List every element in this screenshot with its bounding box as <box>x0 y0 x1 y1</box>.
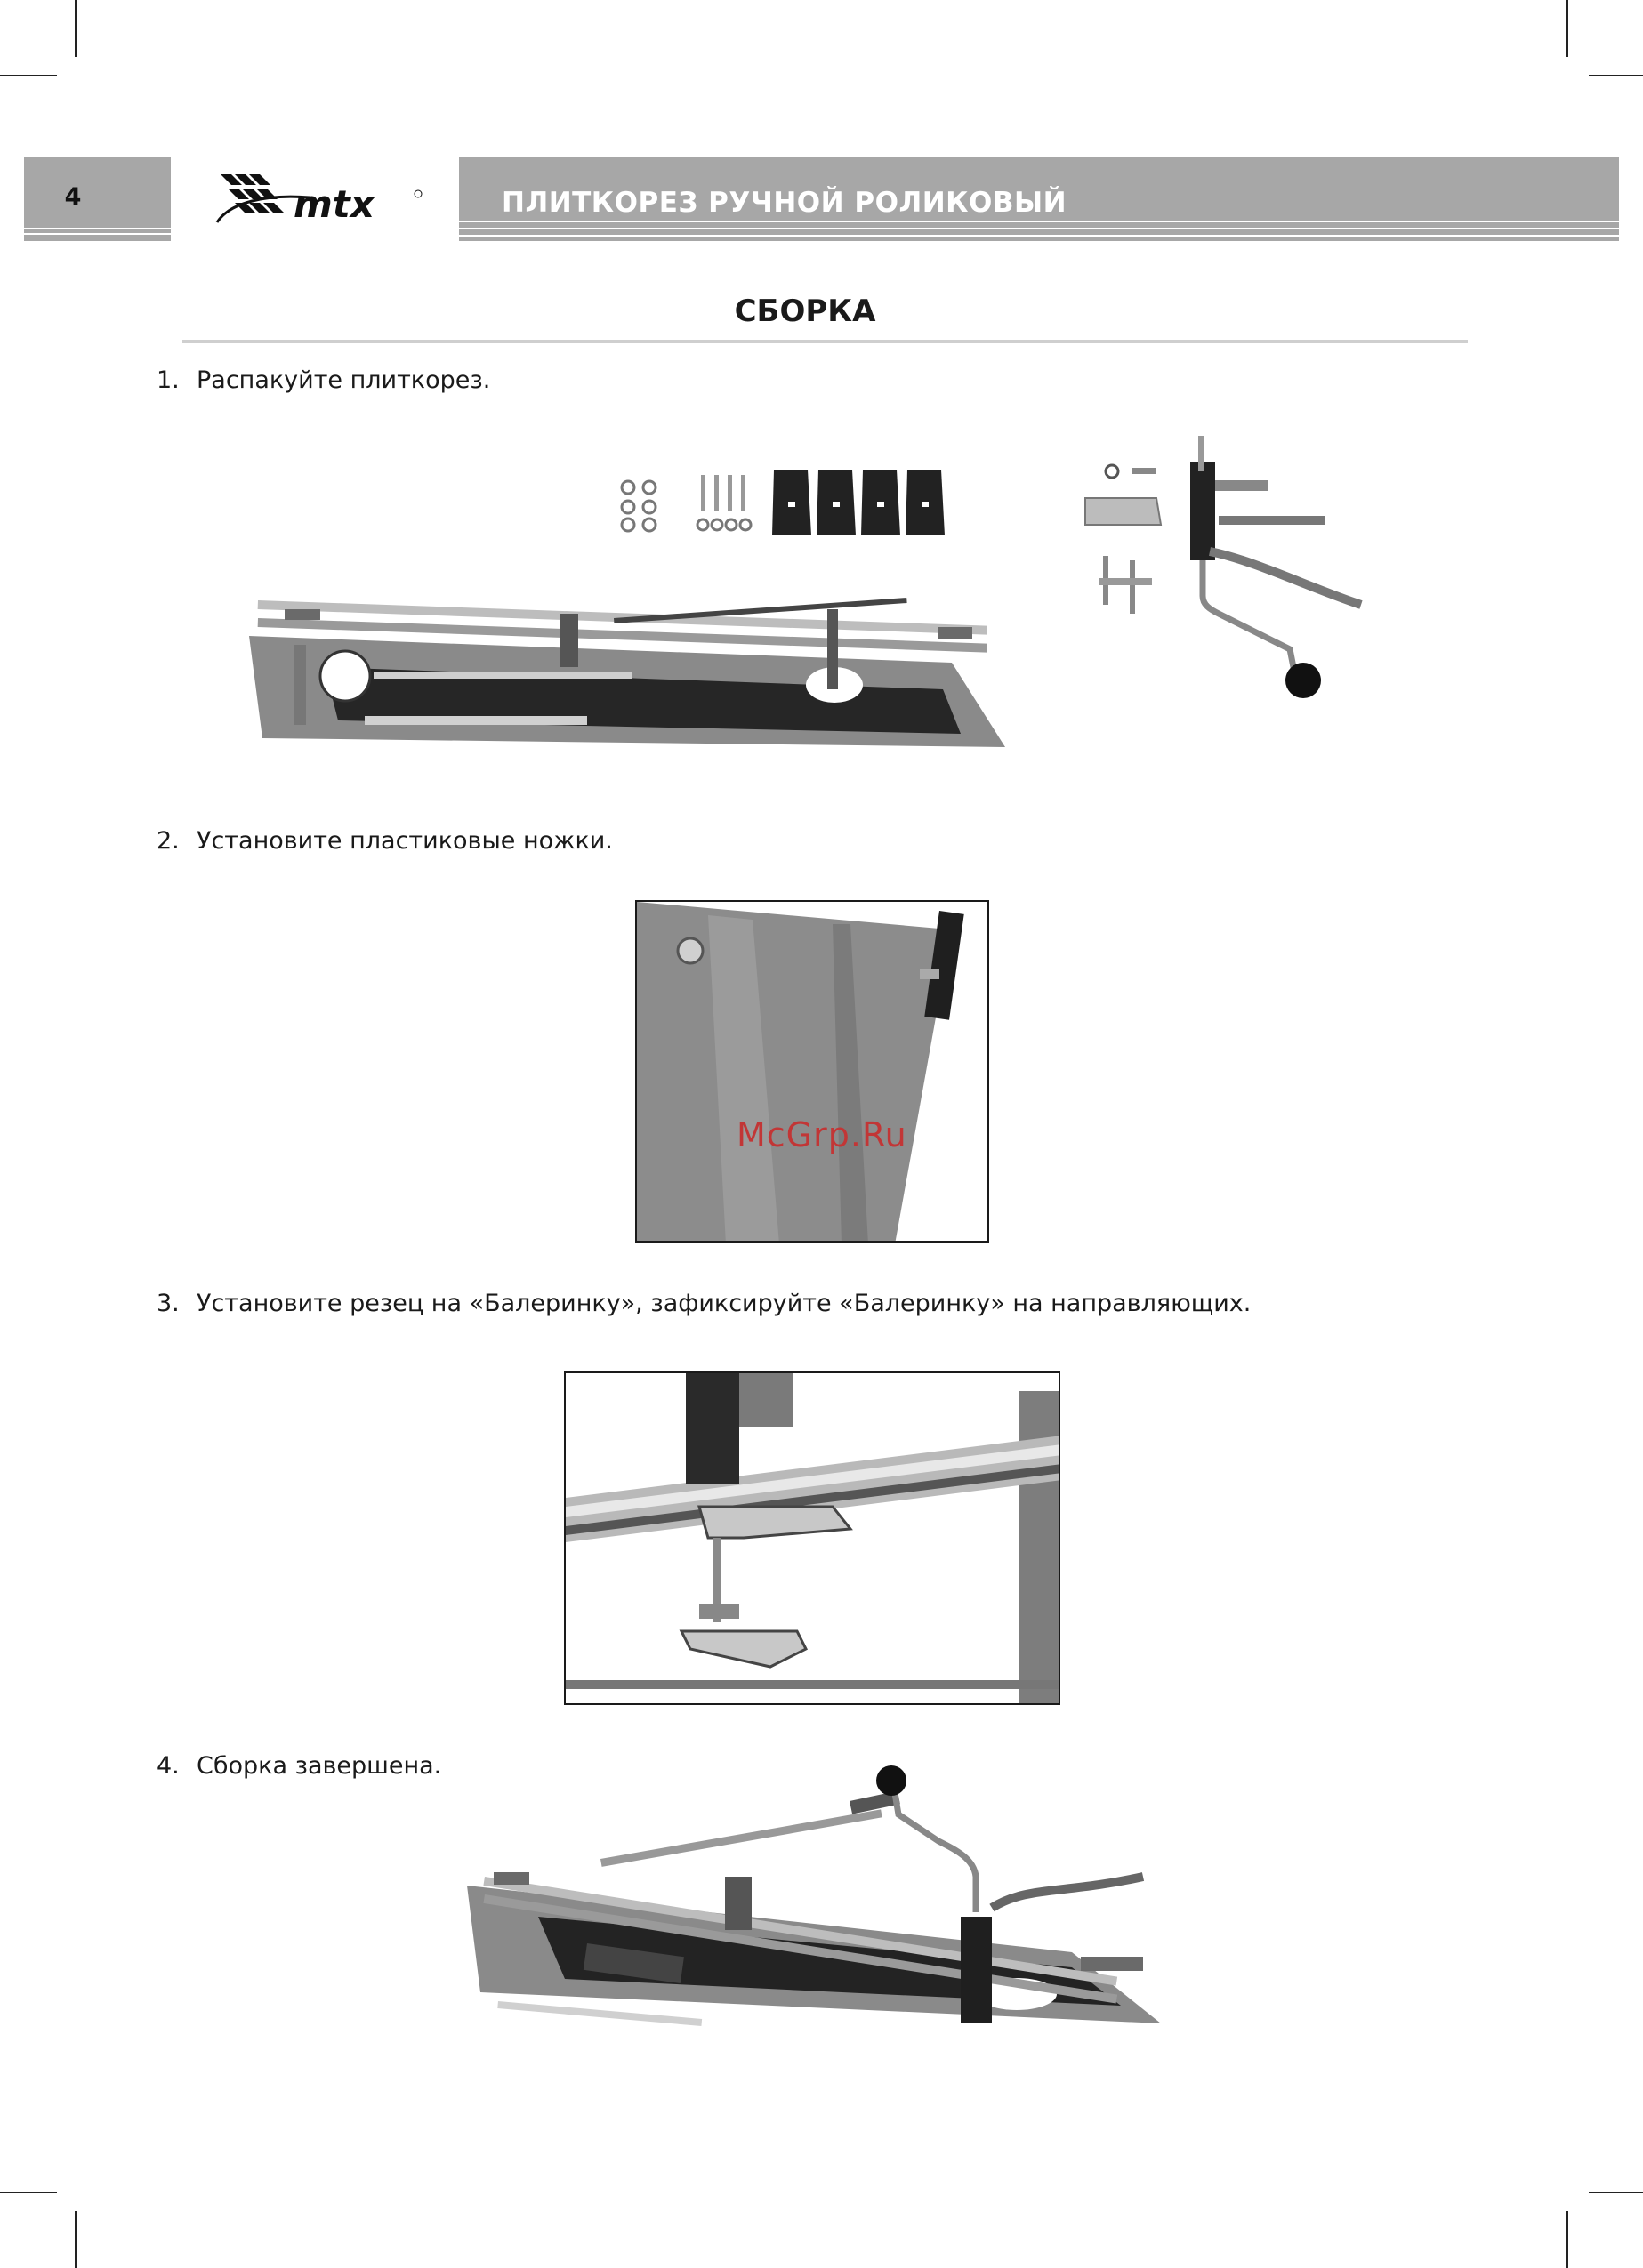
crop-mark <box>1589 2192 1643 2193</box>
divider <box>459 228 1619 229</box>
divider <box>459 221 1619 222</box>
header-banner <box>459 157 1619 241</box>
crop-mark <box>0 2192 57 2193</box>
photo-plastic-legs <box>635 900 989 1243</box>
step-2 <box>157 827 613 855</box>
step-4 <box>157 1752 441 1780</box>
section-title: СБОРКА <box>734 294 876 329</box>
page-number: 4 <box>64 183 82 211</box>
divider <box>24 233 171 235</box>
tile-cutter-unpacked <box>240 583 1014 760</box>
step-text: Распакуйте плиткорез. <box>197 366 491 394</box>
step-number: 2. <box>157 827 180 855</box>
crop-mark <box>1589 75 1643 76</box>
step-number: 1. <box>157 366 180 394</box>
step-text: Сборка завершена. <box>197 1752 442 1780</box>
section-rule <box>182 340 1468 343</box>
watermark: McGrp.Ru <box>737 1115 907 1154</box>
ballerina-parts <box>1076 427 1370 712</box>
document-title: ПЛИТКОРЕЗ РУЧНОЙ РОЛИКОВЫЙ <box>502 187 1067 219</box>
step-text: Установите резец на «Балеринку», зафиксируйте «Балеринку» на направляющих. <box>197 1290 1252 1317</box>
parts-figure <box>614 462 961 543</box>
crop-mark <box>0 75 57 76</box>
step-text: Установите пластиковые ножки. <box>197 827 613 855</box>
crop-mark <box>75 0 77 57</box>
step-number: 3. <box>157 1290 180 1317</box>
step-1 <box>157 366 490 394</box>
divider <box>459 235 1619 237</box>
crop-mark <box>75 2211 77 2268</box>
step-number: 4. <box>157 1752 180 1780</box>
photo-ballerina-mount <box>564 1371 1060 1705</box>
mtx-logo <box>212 167 425 238</box>
step-3 <box>157 1290 1251 1317</box>
crop-mark <box>1566 2211 1568 2268</box>
tile-cutter-assembled <box>458 1761 1170 2063</box>
brand-wordmark: mtx <box>294 182 375 226</box>
crop-mark <box>1566 0 1568 57</box>
divider <box>24 228 171 229</box>
